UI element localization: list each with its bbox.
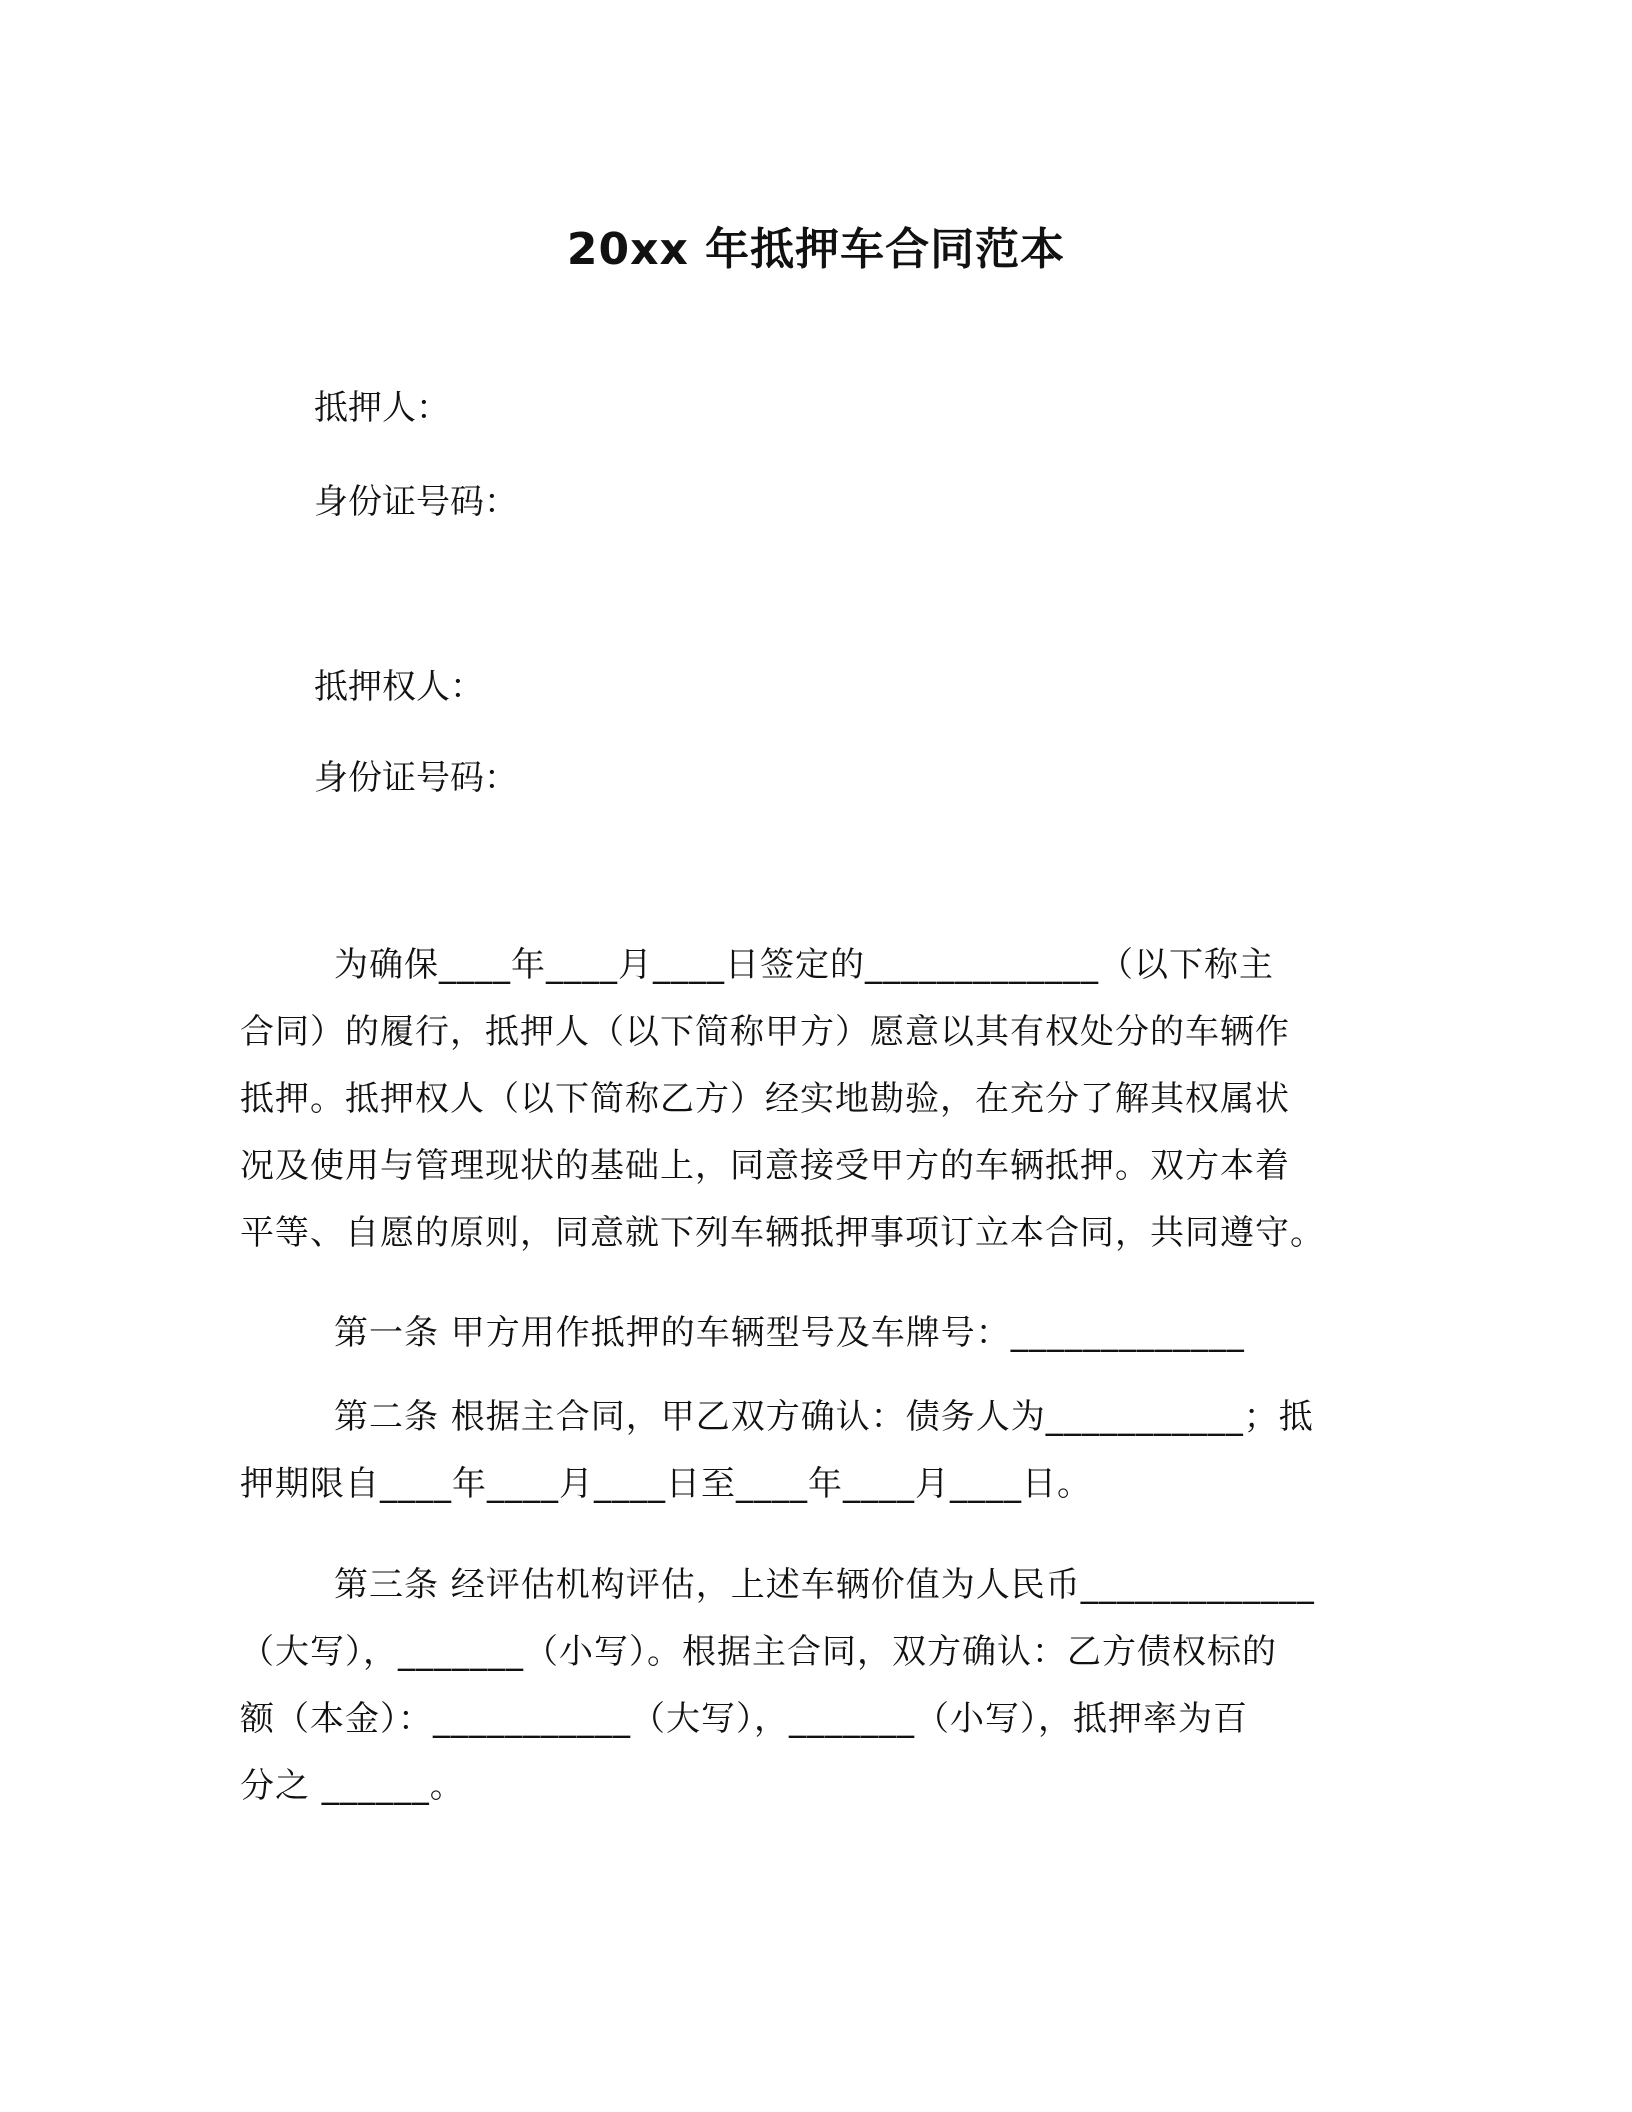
mortgagee-id-label: 身份证号码： xyxy=(314,758,518,798)
article-2-line: 第二条 根据主合同，甲乙双方确认：债务人为___________；抵 xyxy=(334,1397,1314,1437)
article-1-paragraph xyxy=(240,1300,1370,1367)
article-2-line: 押期限自____年____月____日至____年____月____日。 xyxy=(240,1464,1092,1504)
mortgagee-label: 抵押权人： xyxy=(314,667,484,707)
article-3-paragraph xyxy=(240,1552,1370,1820)
document-title: 20xx 年抵押车合同范本 xyxy=(566,224,1066,275)
article-3-line: （大写），_______（小写）。根据主合同，双方确认：乙方债权标的 xyxy=(240,1632,1277,1672)
preamble-line: 合同）的履行，抵押人（以下简称甲方）愿意以其有权处分的车辆作 xyxy=(240,1012,1290,1052)
article-1-line: 第一条 甲方用作抵押的车辆型号及车牌号：_____________ xyxy=(334,1313,1245,1353)
article-3-line: 第三条 经评估机构评估，上述车辆价值为人民币_____________ xyxy=(334,1565,1315,1605)
preamble-line: 抵押。抵押权人（以下简称乙方）经实地勘验，在充分了解其权属状 xyxy=(240,1079,1290,1119)
mortgagor-label: 抵押人： xyxy=(314,388,450,428)
preamble-paragraph xyxy=(240,932,1370,1267)
article-2-paragraph xyxy=(240,1384,1370,1518)
preamble-line: 为确保____年____月____日签定的_____________（以下称主 xyxy=(334,945,1274,985)
article-3-line: 分之 ______。 xyxy=(240,1766,465,1806)
preamble-line: 平等、自愿的原则，同意就下列车辆抵押事项订立本合同，共同遵守。 xyxy=(240,1213,1325,1253)
mortgagor-id-label: 身份证号码： xyxy=(314,482,518,522)
article-3-line: 额（本金）：___________（大写），_______（小写），抵押率为百 xyxy=(240,1699,1248,1739)
preamble-line: 况及使用与管理现状的基础上，同意接受甲方的车辆抵押。双方本着 xyxy=(240,1146,1290,1186)
